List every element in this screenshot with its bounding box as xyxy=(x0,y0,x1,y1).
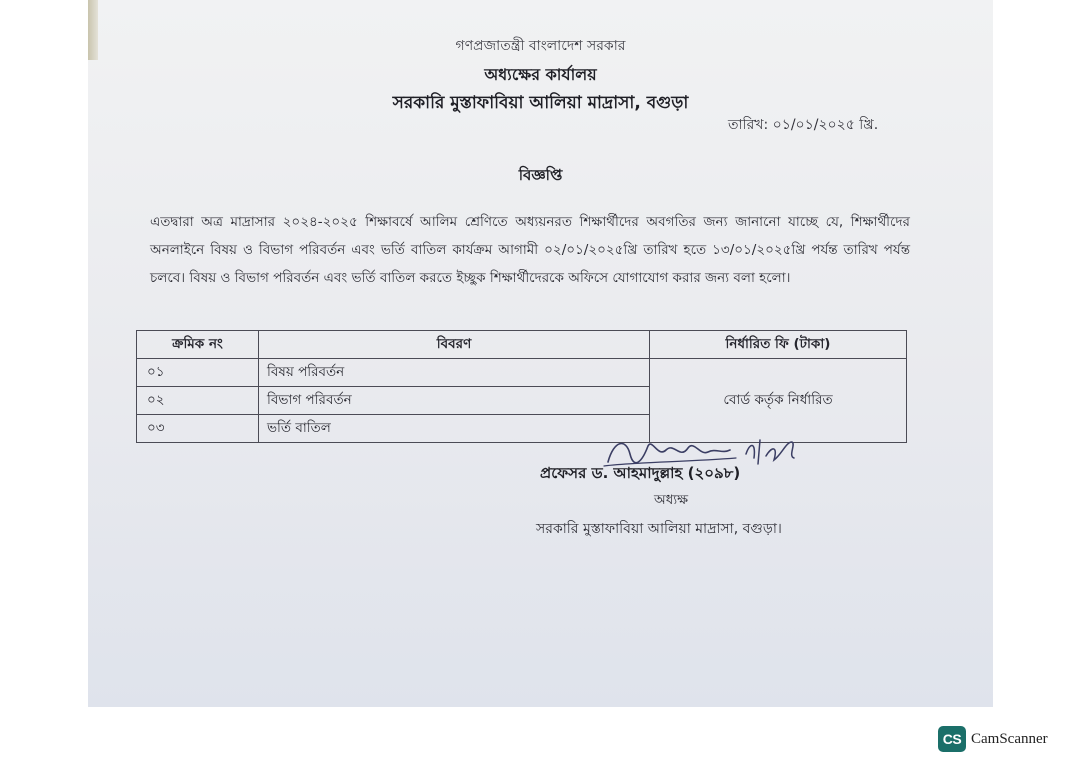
table-header-row xyxy=(137,331,907,359)
header-office: অধ্যক্ষের কার্যালয় xyxy=(484,65,597,84)
row-serial: ০১ xyxy=(137,359,259,387)
fee-merged-cell: বোর্ড কর্তৃক নির্ধারিত xyxy=(650,359,907,443)
signer-title: অধ্যক্ষ xyxy=(654,492,689,508)
notice-body: এতদ্বারা অত্র মাদ্রাসার ২০২৪-২০২৫ শিক্ষাবর্ষে আলিম শ্রেণিতে অধ্যয়নরত শিক্ষার্থীদের অবগতির জন্য জানানো যাচ্ছে যে, শিক্ষার্থীদের অনলাইনে বিষয় ও বিভাগ পরিবর্তন এবং ভর্তি বাতিল কার্যক্রম আগামী ০২/০১/২০২৫খ্রি তারিখ হতে ১৩/০১/২০২৫খ্রি পর্যন্ত তারিখ পর্যন্ত চলবে। বিষয় ও বিভাগ পরিবর্তন এবং ভর্তি বাতিল করতে ইচ্ছুক শিক্ষার্থীদেরকে অফিসে যোগাযোগ করার জন্য বলা হলো। xyxy=(150,214,910,286)
row-serial: ০৩ xyxy=(137,415,259,443)
header-fee: নির্ধারিত ফি (টাকা) xyxy=(650,331,907,359)
header-serial: ক্রমিক নং xyxy=(137,331,259,359)
scanned-document-photo xyxy=(88,0,993,707)
table-row xyxy=(137,359,907,387)
row-description: বিষয় পরিবর্তন xyxy=(259,359,650,387)
header-description: বিবরণ xyxy=(259,331,650,359)
notice-title: বিজ্ঞপ্তি xyxy=(518,166,563,184)
notice-date: তারিখ: ০১/০১/২০২৫ খ্রি. xyxy=(728,117,879,133)
row-description: বিভাগ পরিবর্তন xyxy=(259,387,650,415)
camscanner-name: CamScanner xyxy=(971,730,1048,747)
row-serial: ০২ xyxy=(137,387,259,415)
header-government: গণপ্রজাতন্ত্রী বাংলাদেশ সরকার xyxy=(455,38,626,54)
camscanner-watermark xyxy=(938,724,1068,754)
row-description: ভর্তি বাতিল xyxy=(259,415,650,443)
fee-table xyxy=(136,330,907,443)
signer-institution: সরকারি মুস্তাফাবিয়া আলিয়া মাদ্রাসা, বগুড়া। xyxy=(536,521,782,537)
signer-name: প্রফেসর ড. আহমাদুল্লাহ (২০৯৮) xyxy=(540,464,741,482)
camscanner-logo-icon: CS xyxy=(938,726,966,752)
header-institution: সরকারি মুস্তাফাবিয়া আলিয়া মাদ্রাসা, বগুড়া xyxy=(392,93,689,113)
